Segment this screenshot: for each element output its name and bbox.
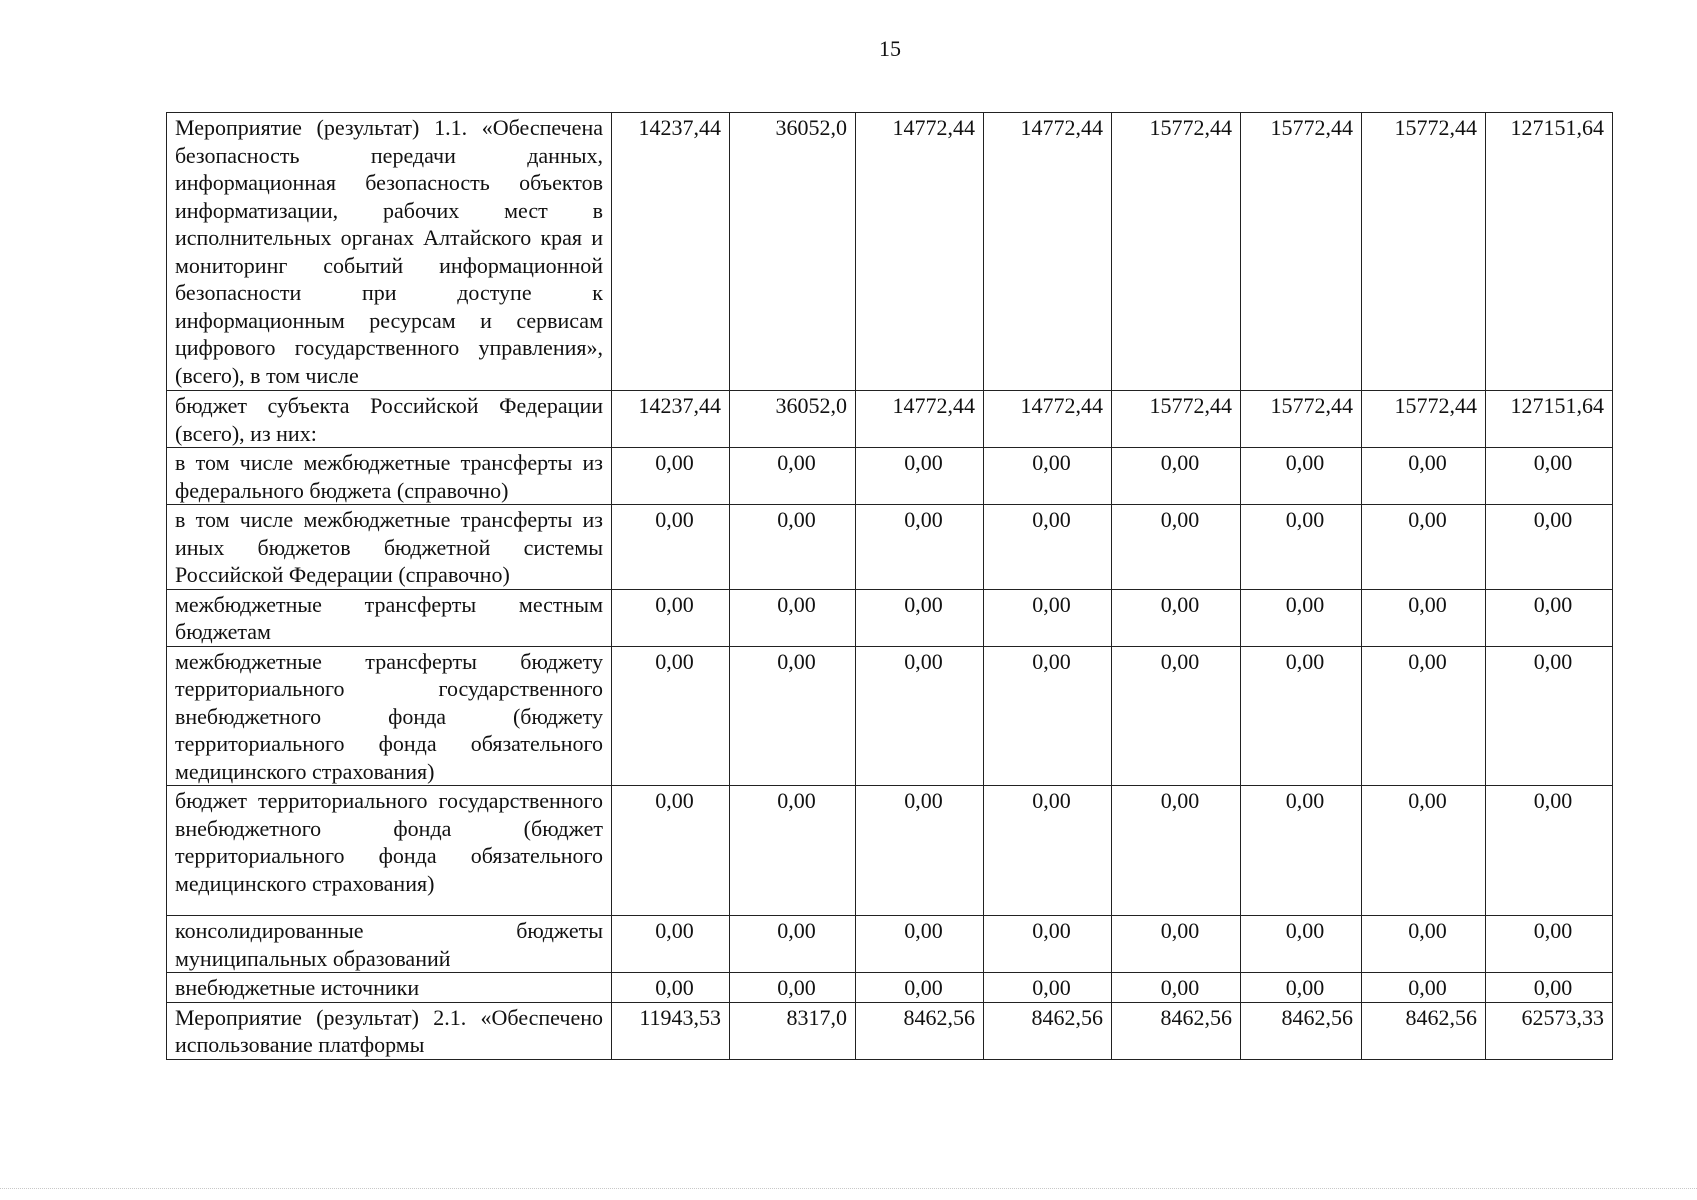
value-cell: 0,00 (612, 916, 730, 973)
value-cell: 0,00 (612, 505, 730, 590)
value-cell: 0,00 (1241, 505, 1362, 590)
table-row (167, 1002, 1613, 1059)
value-cell: 8462,56 (1241, 1002, 1362, 1059)
value-cell: 0,00 (856, 973, 984, 1003)
value-cell: 0,00 (1112, 448, 1241, 505)
row-label: бюджет территориального государственного внебюджетного фонда (бюджет территориального фонда обязательного медицинского страхования) (167, 786, 612, 916)
row-label: Мероприятие (результат) 1.1. «Обеспечена безопасность передачи данных, информационная безопасность объектов информатизации, рабочих мест в исполнительных органах Алтайского края и мониторинг событий информационной безопасности при доступе к информационным ресурсам и сервисам цифрового государственного управления», (всего), в том числе (167, 113, 612, 391)
value-cell: 11943,53 (612, 1002, 730, 1059)
value-cell: 15772,44 (1112, 391, 1241, 448)
row-label: консолидированные бюджеты муниципальных образований (167, 916, 612, 973)
value-cell: 0,00 (1362, 589, 1486, 646)
value-cell: 127151,64 (1486, 113, 1613, 391)
value-cell: 0,00 (1241, 916, 1362, 973)
value-cell: 0,00 (856, 646, 984, 786)
value-cell: 14772,44 (856, 391, 984, 448)
table-row (167, 113, 1613, 391)
row-label: межбюджетные трансферты бюджету территориального государственного внебюджетного фонда (бюджету территориального фонда обязательного медицинского страхования) (167, 646, 612, 786)
value-cell: 0,00 (984, 589, 1112, 646)
value-cell: 0,00 (856, 916, 984, 973)
value-cell: 0,00 (856, 786, 984, 916)
table-row (167, 589, 1613, 646)
row-label: межбюджетные трансферты местным бюджетам (167, 589, 612, 646)
table-body (167, 113, 1613, 1060)
value-cell: 0,00 (1362, 786, 1486, 916)
value-cell: 0,00 (1486, 646, 1613, 786)
value-cell: 0,00 (730, 589, 856, 646)
value-cell: 127151,64 (1486, 391, 1613, 448)
value-cell: 15772,44 (1241, 113, 1362, 391)
value-cell: 0,00 (984, 646, 1112, 786)
table-row (167, 646, 1613, 786)
value-cell: 0,00 (612, 786, 730, 916)
row-label: в том числе межбюджетные трансферты из федерального бюджета (справочно) (167, 448, 612, 505)
value-cell: 0,00 (730, 916, 856, 973)
value-cell: 0,00 (1112, 505, 1241, 590)
budget-table (166, 112, 1613, 1060)
value-cell: 8462,56 (1362, 1002, 1486, 1059)
value-cell: 0,00 (984, 786, 1112, 916)
value-cell: 0,00 (984, 916, 1112, 973)
value-cell: 0,00 (1486, 973, 1613, 1003)
value-cell: 36052,0 (730, 113, 856, 391)
value-cell: 15772,44 (1241, 391, 1362, 448)
value-cell: 8462,56 (1112, 1002, 1241, 1059)
value-cell: 0,00 (856, 505, 984, 590)
row-label: внебюджетные источники (167, 973, 612, 1003)
value-cell: 0,00 (856, 589, 984, 646)
value-cell: 0,00 (612, 646, 730, 786)
value-cell: 0,00 (1112, 973, 1241, 1003)
value-cell: 0,00 (1486, 786, 1613, 916)
value-cell: 0,00 (1241, 448, 1362, 505)
row-label: бюджет субъекта Российской Федерации (всего), из них: (167, 391, 612, 448)
value-cell: 0,00 (984, 973, 1112, 1003)
value-cell: 0,00 (612, 448, 730, 505)
value-cell: 0,00 (1241, 786, 1362, 916)
table-row (167, 505, 1613, 590)
value-cell: 14772,44 (856, 113, 984, 391)
value-cell: 8317,0 (730, 1002, 856, 1059)
value-cell: 62573,33 (1486, 1002, 1613, 1059)
value-cell: 8462,56 (856, 1002, 984, 1059)
table-row (167, 916, 1613, 973)
scan-border-line (0, 1188, 1697, 1190)
value-cell: 0,00 (984, 505, 1112, 590)
value-cell: 0,00 (1112, 589, 1241, 646)
row-label: в том числе межбюджетные трансферты из иных бюджетов бюджетной системы Российской Федерации (справочно) (167, 505, 612, 590)
value-cell: 0,00 (984, 448, 1112, 505)
table-row (167, 448, 1613, 505)
value-cell: 14772,44 (984, 391, 1112, 448)
value-cell: 0,00 (730, 973, 856, 1003)
value-cell: 0,00 (1362, 448, 1486, 505)
value-cell: 36052,0 (730, 391, 856, 448)
table-row (167, 973, 1613, 1003)
value-cell: 0,00 (730, 646, 856, 786)
value-cell: 15772,44 (1112, 113, 1241, 391)
value-cell: 0,00 (1112, 916, 1241, 973)
value-cell: 0,00 (1362, 973, 1486, 1003)
value-cell: 15772,44 (1362, 391, 1486, 448)
value-cell: 0,00 (1241, 646, 1362, 786)
value-cell: 14237,44 (612, 391, 730, 448)
value-cell: 0,00 (1486, 448, 1613, 505)
value-cell: 0,00 (612, 973, 730, 1003)
value-cell: 0,00 (1362, 916, 1486, 973)
table-row (167, 786, 1613, 916)
value-cell: 0,00 (856, 448, 984, 505)
value-cell: 8462,56 (984, 1002, 1112, 1059)
value-cell: 0,00 (1241, 589, 1362, 646)
value-cell: 0,00 (730, 786, 856, 916)
value-cell: 14237,44 (612, 113, 730, 391)
page-number: 15 (879, 36, 901, 61)
value-cell: 0,00 (1486, 916, 1613, 973)
row-label: Мероприятие (результат) 2.1. «Обеспечено использование платформы (167, 1002, 612, 1059)
value-cell: 15772,44 (1362, 113, 1486, 391)
value-cell: 0,00 (1362, 646, 1486, 786)
value-cell: 0,00 (612, 589, 730, 646)
value-cell: 14772,44 (984, 113, 1112, 391)
value-cell: 0,00 (730, 448, 856, 505)
value-cell: 0,00 (1486, 505, 1613, 590)
value-cell: 0,00 (1112, 646, 1241, 786)
value-cell: 0,00 (1486, 589, 1613, 646)
value-cell: 0,00 (1241, 973, 1362, 1003)
value-cell: 0,00 (1362, 505, 1486, 590)
value-cell: 0,00 (1112, 786, 1241, 916)
value-cell: 0,00 (730, 505, 856, 590)
table-row (167, 391, 1613, 448)
